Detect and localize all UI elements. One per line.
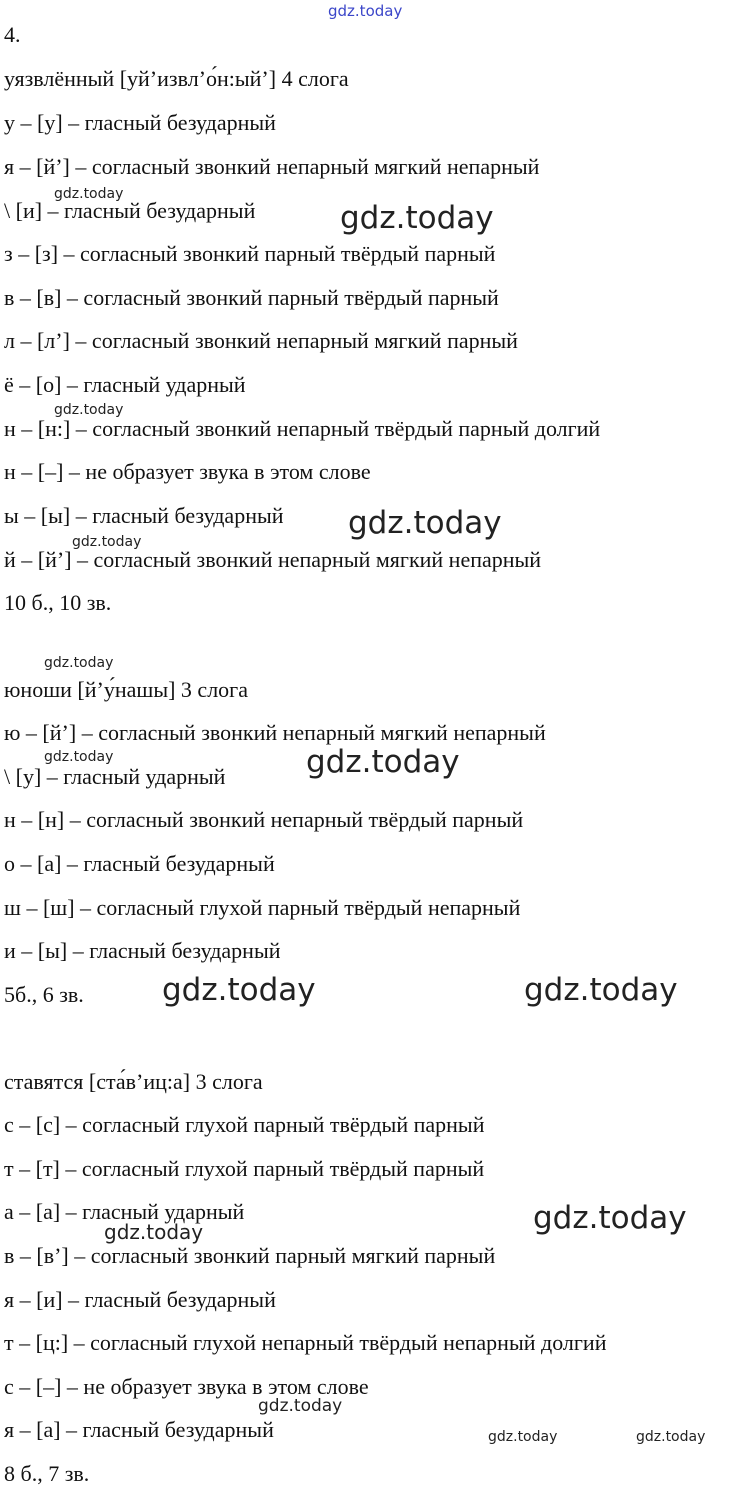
sound-line: в – [в’] – согласный звонкий парный мягкий парный xyxy=(4,1243,496,1268)
exercise-number: 4. xyxy=(4,22,21,47)
word-summary: 5б., 6 зв. xyxy=(4,982,84,1007)
watermark: gdz.today xyxy=(72,534,142,550)
watermark: gdz.today xyxy=(306,744,460,780)
word-summary: 10 б., 10 зв. xyxy=(4,590,112,615)
sound-line: ю – [й’] – согласный звонкий непарный мягкий непарный xyxy=(4,720,546,745)
watermark: gdz.today xyxy=(636,1429,706,1445)
sound-line: с – [–] – не образует звука в этом слове xyxy=(4,1374,369,1399)
word-heading: ставятся [ста́в’иц:а] 3 слога xyxy=(4,1069,263,1094)
sound-line: у – [у] – гласный безударный xyxy=(4,110,276,135)
sound-line: о – [а] – гласный безударный xyxy=(4,851,275,876)
sound-line: я – [й’] – согласный звонкий непарный мягкий непарный xyxy=(4,154,540,179)
word-heading: уязвлённый [уй’извл’о́н:ый’] 4 слога xyxy=(4,66,349,91)
sound-line: с – [с] – согласный глухой парный твёрдый парный xyxy=(4,1112,485,1137)
watermark: gdz.today xyxy=(488,1429,558,1445)
watermark: gdz.today xyxy=(44,749,114,765)
watermark: gdz.today xyxy=(524,972,678,1008)
watermark: gdz.today xyxy=(348,505,502,541)
watermark: gdz.today xyxy=(328,2,403,20)
sound-line: з – [з] – согласный звонкий парный твёрдый парный xyxy=(4,241,496,266)
sound-line: й – [й’] – согласный звонкий непарный мягкий непарный xyxy=(4,547,542,572)
watermark: gdz.today xyxy=(258,1396,343,1416)
sound-line: \ [у] – гласный ударный xyxy=(4,764,226,789)
watermark: gdz.today xyxy=(104,1220,204,1244)
sound-line: \ [и] – гласный безударный xyxy=(4,198,256,223)
sound-line: я – [а] – гласный безударный xyxy=(4,1417,274,1442)
sound-line: т – [ц:] – согласный глухой непарный твёрдый непарный долгий xyxy=(4,1330,607,1355)
sound-line: в – [в] – согласный звонкий парный твёрдый парный xyxy=(4,285,499,310)
sound-line: а – [а] – гласный ударный xyxy=(4,1199,245,1224)
sound-line: ы – [ы] – гласный безударный xyxy=(4,503,284,528)
watermark: gdz.today xyxy=(44,655,114,671)
watermark: gdz.today xyxy=(54,402,124,418)
sound-line: я – [и] – гласный безударный xyxy=(4,1287,276,1312)
sound-line: ё – [о] – гласный ударный xyxy=(4,372,246,397)
word-heading: юноши [й’у́нашы] 3 слога xyxy=(4,677,248,702)
watermark: gdz.today xyxy=(340,200,494,236)
sound-line: н – [–] – не образует звука в этом слове xyxy=(4,459,371,484)
sound-line: л – [л’] – согласный звонкий непарный мягкий парный xyxy=(4,328,518,353)
sound-line: т – [т] – согласный глухой парный твёрдый парный xyxy=(4,1156,485,1181)
sound-line: и – [ы] – гласный безударный xyxy=(4,938,281,963)
sound-line: н – [н] – согласный звонкий непарный твёрдый парный xyxy=(4,807,524,832)
watermark: gdz.today xyxy=(54,186,124,202)
word-summary: 8 б., 7 зв. xyxy=(4,1461,90,1486)
watermark: gdz.today xyxy=(162,972,316,1008)
sound-line: ш – [ш] – согласный глухой парный твёрдый непарный xyxy=(4,895,521,920)
sound-line: н – [н:] – согласный звонкий непарный твёрдый парный долгий xyxy=(4,416,601,441)
watermark: gdz.today xyxy=(533,1200,687,1236)
